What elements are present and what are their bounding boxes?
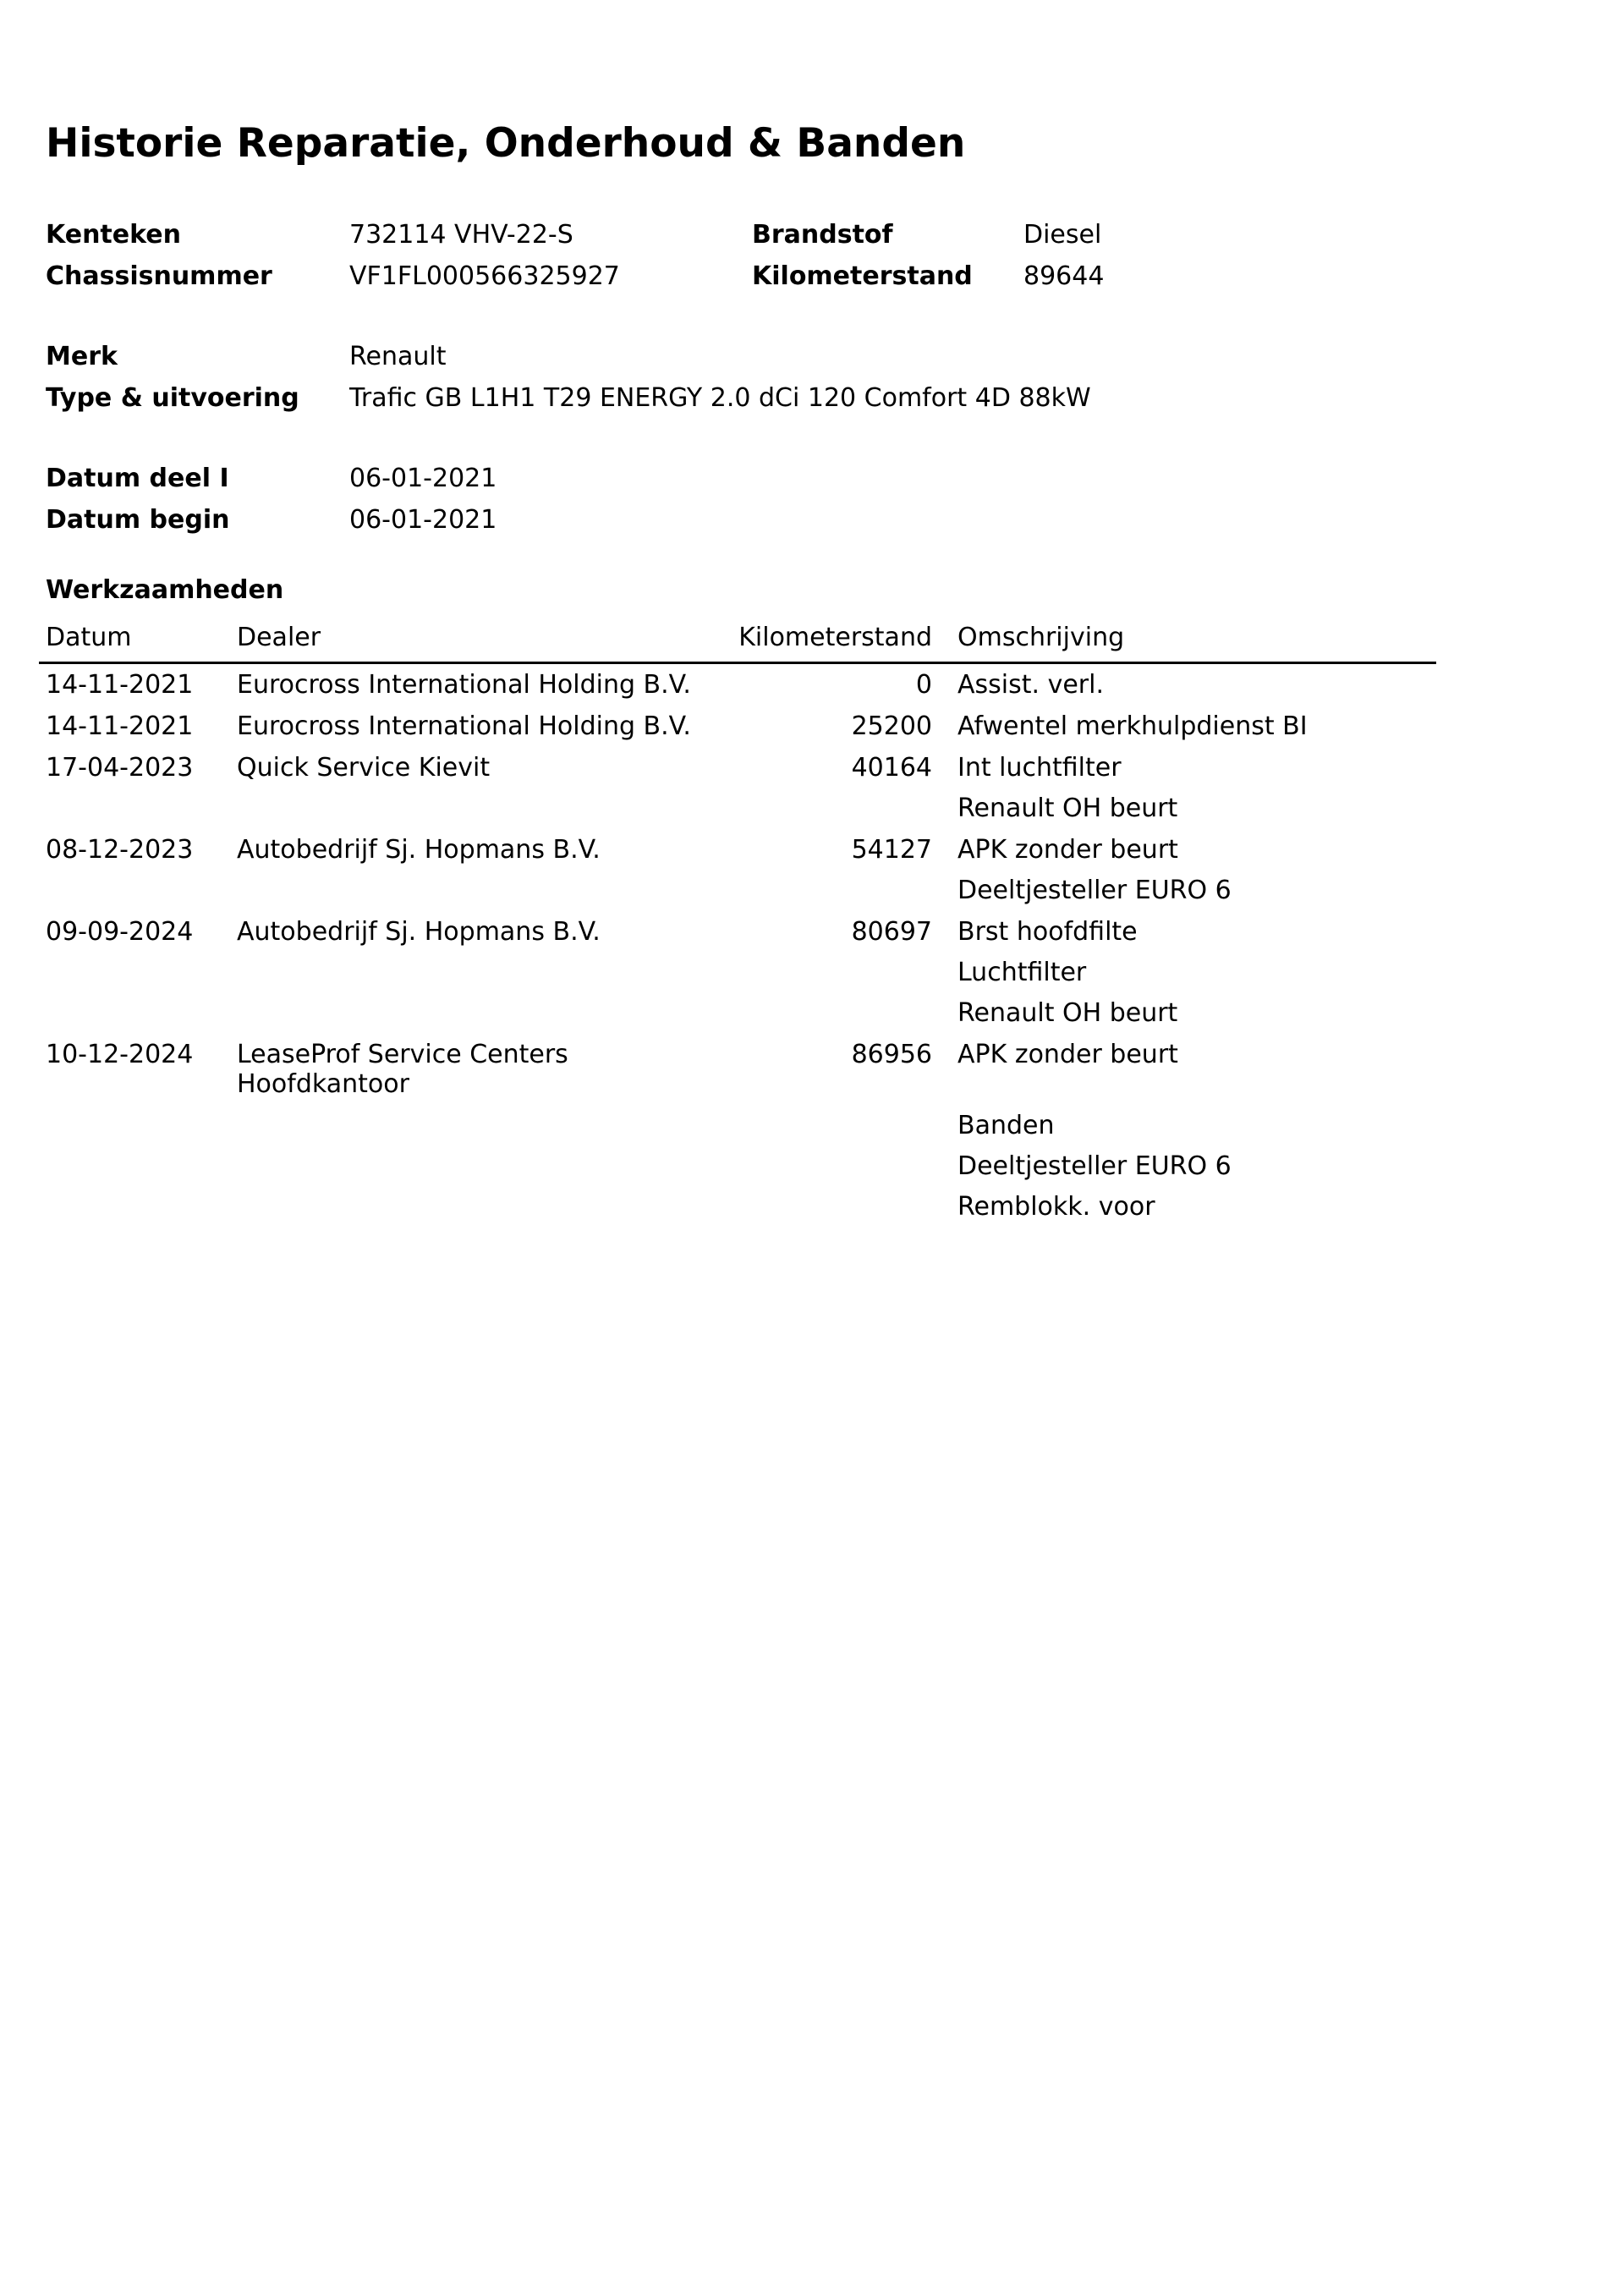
omschrijving-item: Luchtfilter (957, 958, 1087, 987)
column-datum: Datum (39, 623, 230, 663)
row-kilometerstand: 40164 (851, 753, 932, 783)
omschrijving-item: Deeltjesteller EURO 6 (957, 1151, 1232, 1181)
type-label: Type & uitvoering (46, 383, 299, 413)
omschrijving-item: Int luchtfilter (957, 753, 1122, 783)
omschrijving-item: Remblokk. voor (957, 1192, 1155, 1222)
table-row (39, 706, 1436, 747)
omschrijving-item: Renault OH beurt (957, 794, 1178, 823)
row-dealer: Eurocross International Holding B.V. (237, 670, 691, 700)
column-omschrijving: Omschrijving (951, 623, 1436, 663)
merk-value: Renault (349, 342, 447, 371)
row-datum: 14-11-2021 (46, 670, 194, 700)
row-datum: 09-09-2024 (46, 917, 194, 947)
row-dealer: Eurocross International Holding B.V. (237, 711, 691, 741)
row-omschrijving (951, 911, 1436, 1034)
datum-deel-value: 06-01-2021 (349, 464, 497, 493)
brandstof-label: Brandstof (752, 220, 893, 250)
column-dealer: Dealer (230, 623, 722, 663)
merk-label: Merk (46, 342, 118, 371)
table-header-row (39, 623, 1436, 663)
row-kilometerstand: 25200 (851, 711, 932, 741)
omschrijving-item: APK zonder beurt (957, 835, 1178, 865)
table-row (39, 911, 1436, 1034)
chassisnummer-label: Chassisnummer (46, 261, 272, 291)
kilometerstand-label: Kilometerstand (752, 261, 973, 291)
table-row (39, 1034, 1436, 1228)
row-omschrijving (951, 1034, 1436, 1228)
omschrijving-item: Afwentel merkhulpdienst BI (957, 711, 1308, 741)
row-kilometerstand: 54127 (851, 835, 932, 865)
table-row (39, 747, 1436, 829)
row-omschrijving (951, 663, 1436, 706)
row-dealer: Quick Service Kievit (237, 753, 491, 783)
type-value: Trafic GB L1H1 T29 ENERGY 2.0 dCi 120 Comfort 4D 88kW (349, 383, 1091, 413)
omschrijving-item: Renault OH beurt (957, 998, 1178, 1028)
row-datum: 17-04-2023 (46, 753, 194, 783)
row-kilometerstand: 80697 (851, 917, 932, 947)
row-datum: 14-11-2021 (46, 711, 194, 741)
kilometerstand-value: 89644 (1023, 261, 1105, 291)
row-dealer: Autobedrijf Sj. Hopmans B.V. (237, 835, 601, 865)
werkzaamheden-title: Werkzaamheden (46, 575, 284, 605)
omschrijving-item: Brst hoofdfilte (957, 917, 1138, 947)
brandstof-value: Diesel (1023, 220, 1102, 250)
row-dealer: Autobedrijf Sj. Hopmans B.V. (237, 917, 601, 947)
kenteken-value: 732114 VHV-22-S (349, 220, 573, 250)
row-kilometerstand: 86956 (851, 1040, 932, 1069)
page-title: Historie Reparatie, Onderhoud & Banden (46, 120, 966, 167)
kenteken-label: Kenteken (46, 220, 181, 250)
table-row (39, 829, 1436, 911)
column-kilometerstand: Kilometerstand (722, 623, 951, 663)
row-datum: 08-12-2023 (46, 835, 194, 865)
werkzaamheden-table (39, 623, 1436, 1228)
row-datum: 10-12-2024 (46, 1040, 194, 1069)
omschrijving-item: Deeltjesteller EURO 6 (957, 876, 1232, 905)
datum-begin-value: 06-01-2021 (349, 505, 497, 535)
omschrijving-item: Banden (957, 1111, 1055, 1140)
row-omschrijving (951, 747, 1436, 829)
omschrijving-item: Assist. verl. (957, 670, 1104, 700)
row-omschrijving (951, 706, 1436, 747)
row-kilometerstand: 0 (915, 670, 932, 700)
datum-deel-label: Datum deel I (46, 464, 229, 493)
chassisnummer-value: VF1FL000566325927 (349, 261, 620, 291)
table-row (39, 663, 1436, 706)
row-dealer: LeaseProf Service Centers Hoofdkantoor (237, 1040, 568, 1099)
row-omschrijving (951, 829, 1436, 911)
omschrijving-item: APK zonder beurt (957, 1040, 1178, 1069)
datum-begin-label: Datum begin (46, 505, 230, 535)
